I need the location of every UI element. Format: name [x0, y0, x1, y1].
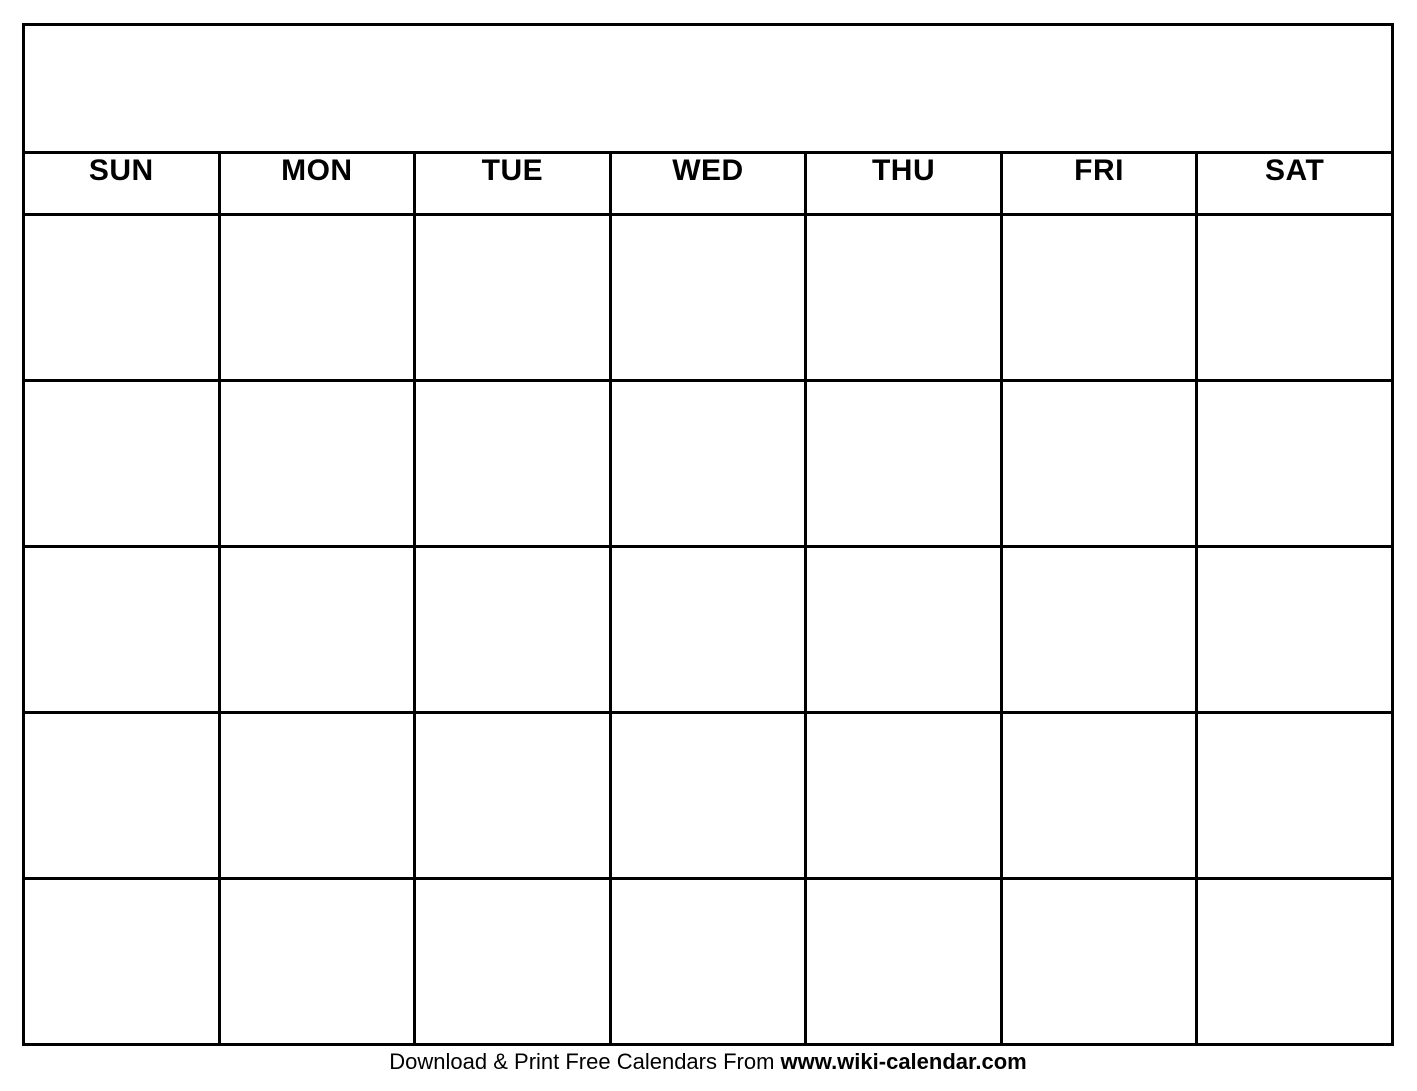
day-cell — [219, 381, 415, 547]
footer-prefix-text: Download & Print Free Calendars From — [389, 1049, 781, 1074]
day-cell — [1197, 879, 1393, 1045]
footer-site-url: www.wiki-calendar.com — [780, 1049, 1027, 1074]
day-cell — [806, 879, 1002, 1045]
day-header-tue: TUE — [415, 153, 611, 215]
day-cell — [415, 713, 611, 879]
day-header-sat: SAT — [1197, 153, 1393, 215]
title-row — [24, 25, 1393, 153]
day-cell — [1197, 713, 1393, 879]
day-cell — [24, 381, 220, 547]
day-cell — [415, 381, 611, 547]
day-cell — [1001, 879, 1197, 1045]
week-row — [24, 713, 1393, 879]
week-row — [24, 215, 1393, 381]
day-cell — [24, 215, 220, 381]
day-cell — [415, 547, 611, 713]
calendar-table — [22, 23, 1394, 1046]
day-cell — [610, 381, 806, 547]
day-header-sun: SUN — [24, 153, 220, 215]
day-cell — [1001, 215, 1197, 381]
day-header-wed: WED — [610, 153, 806, 215]
week-row — [24, 381, 1393, 547]
day-cell — [24, 547, 220, 713]
day-cell — [415, 215, 611, 381]
day-cell — [610, 215, 806, 381]
day-cell — [24, 713, 220, 879]
month-title-box — [24, 25, 1393, 153]
day-cell — [219, 215, 415, 381]
day-cell — [806, 713, 1002, 879]
week-row — [24, 879, 1393, 1045]
day-cell — [1001, 381, 1197, 547]
day-cell — [219, 547, 415, 713]
day-header-thu: THU — [806, 153, 1002, 215]
day-cell — [1001, 713, 1197, 879]
day-header-mon: MON — [219, 153, 415, 215]
calendar-page — [22, 23, 1394, 1075]
day-cell — [806, 215, 1002, 381]
day-cell — [219, 713, 415, 879]
day-cell — [1197, 381, 1393, 547]
day-cell — [806, 381, 1002, 547]
footer-text — [22, 1049, 1394, 1075]
day-cell — [1197, 547, 1393, 713]
day-cell — [1001, 547, 1197, 713]
day-cell — [610, 713, 806, 879]
day-header-fri: FRI — [1001, 153, 1197, 215]
day-cell — [24, 879, 220, 1045]
day-header-row — [24, 153, 1393, 215]
day-cell — [610, 547, 806, 713]
day-cell — [610, 879, 806, 1045]
day-cell — [806, 547, 1002, 713]
day-cell — [1197, 215, 1393, 381]
day-cell — [219, 879, 415, 1045]
day-cell — [415, 879, 611, 1045]
week-row — [24, 547, 1393, 713]
